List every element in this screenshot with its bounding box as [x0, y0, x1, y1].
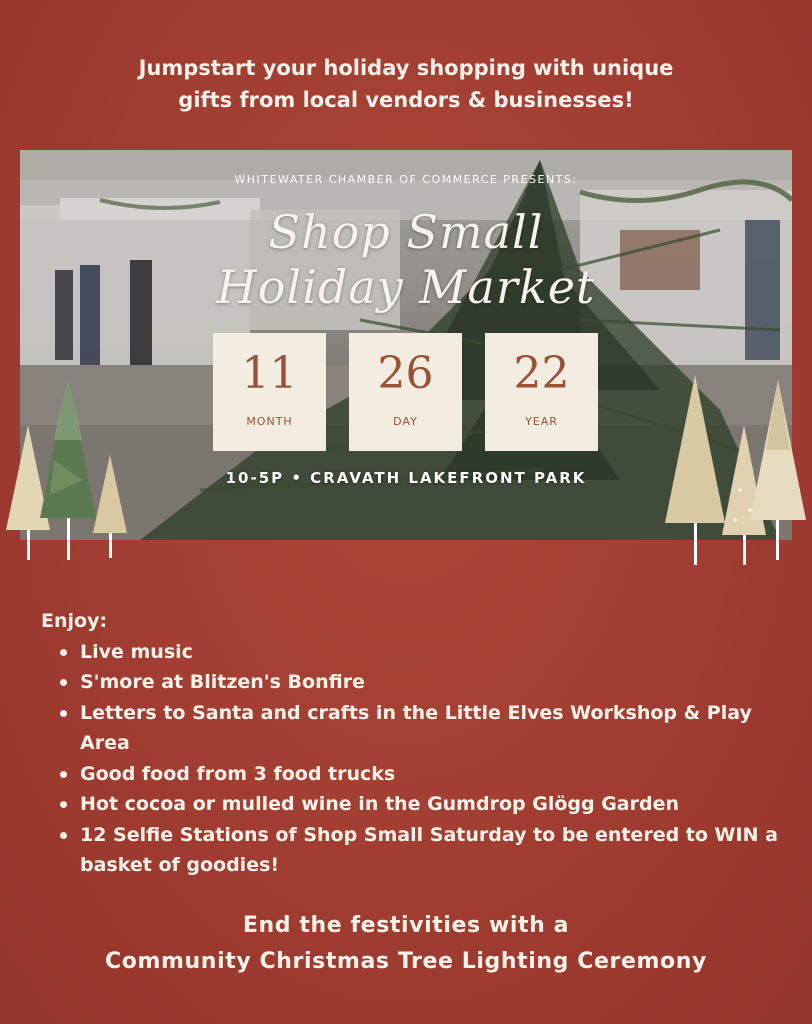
activities-section: [41, 606, 781, 881]
intro-text: [0, 52, 812, 116]
intro-line-2: gifts from local vendors & businesses!: [178, 88, 634, 112]
time-location: 10-5P • CRAVATH LAKEFRONT PARK: [225, 469, 587, 487]
left-tree-cluster: [6, 378, 127, 560]
activity-item: S'more at Blitzen's Bonfire: [57, 667, 781, 698]
activity-item: Hot cocoa or mulled wine in the Gumdrop Glögg Garden: [57, 789, 781, 820]
date-year-label: YEAR: [525, 415, 558, 428]
date-month-label: MONTH: [246, 415, 293, 428]
activities-list: [57, 637, 781, 881]
closing-line-1: End the festivities with a: [242, 913, 570, 938]
activity-item: Good food from 3 food trucks: [57, 759, 781, 790]
decorative-trees: [0, 370, 812, 570]
date-month-value: 11: [241, 348, 298, 399]
activity-item: Letters to Santa and crafts in the Little Elves Workshop & Play Area: [57, 698, 781, 759]
right-tree-cluster: [665, 375, 806, 565]
presenter-line: WHITEWATER CHAMBER OF COMMERCE PRESENTS:: [234, 173, 578, 186]
activity-item: Live music: [57, 637, 781, 668]
closing-text: [0, 908, 812, 980]
event-title-line-2: Holiday Market: [216, 260, 596, 314]
activity-item: 12 Selfie Stations of Shop Small Saturday to be entered to WIN a basket of goodies!: [57, 820, 781, 881]
event-title-line-1: Shop Small: [268, 205, 544, 259]
intro-line-1: Jumpstart your holiday shopping with unique: [138, 56, 674, 80]
closing-line-2: Community Christmas Tree Lighting Ceremony: [105, 949, 707, 974]
date-year-value: 22: [513, 348, 570, 399]
activities-heading: Enjoy:: [41, 610, 108, 632]
date-day-value: 26: [377, 348, 434, 399]
date-day-label: DAY: [393, 415, 418, 428]
